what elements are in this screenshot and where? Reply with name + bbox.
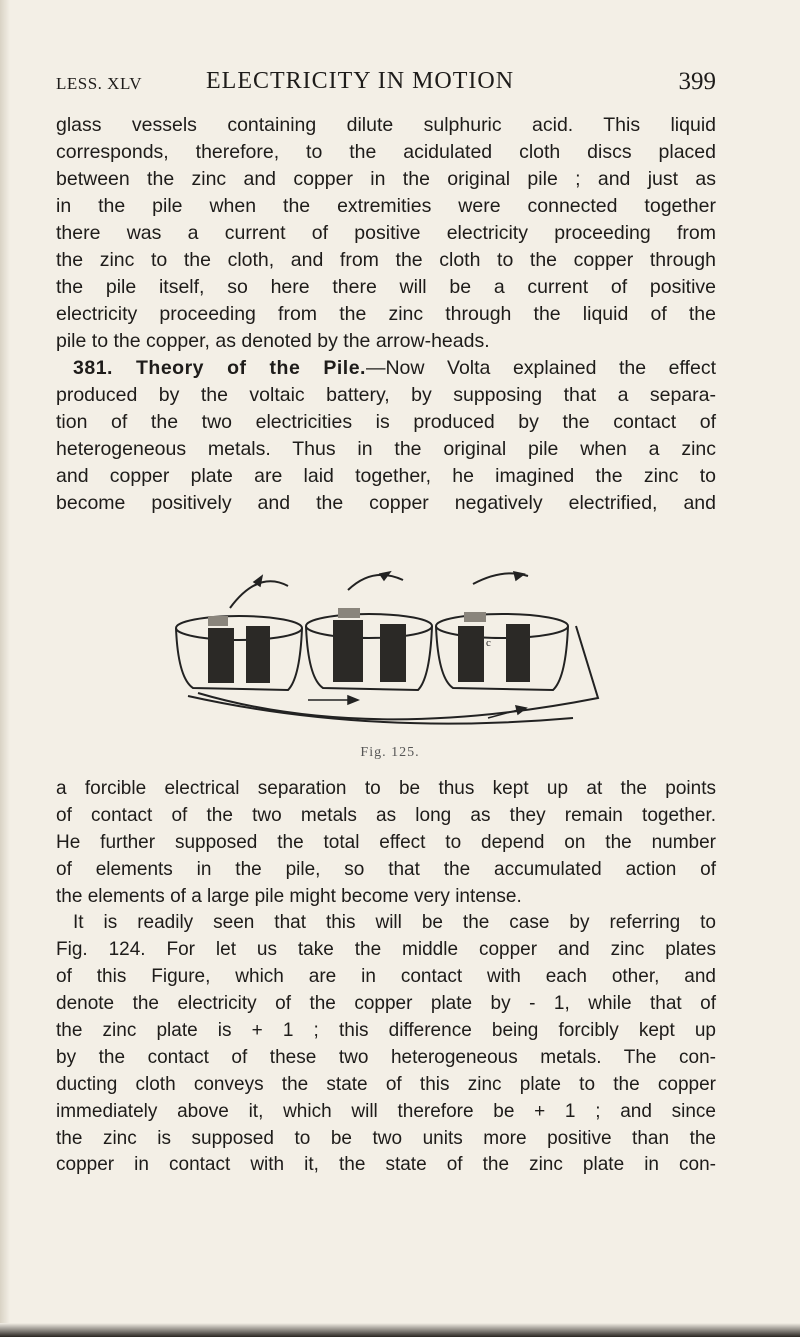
text-line: of elements in the pile, so that the accumulated action of <box>56 858 716 880</box>
zinc-plate-2 <box>333 620 363 682</box>
text-block-upper <box>56 112 716 517</box>
text-line: He further supposed the total effect to depend on the number <box>56 831 716 853</box>
text-line: the zinc plate is + 1 ; this difference being forcibly kept up <box>56 1020 716 1042</box>
page-number: 399 <box>678 68 716 95</box>
glass-vessel-2 <box>306 626 432 690</box>
text-line: ducting cloth conveys the state of this zinc plate to the copper <box>56 1073 716 1095</box>
text-line: denote the electricity of the copper plate by - 1, while that of <box>56 993 716 1015</box>
wire-arc-middle <box>348 575 403 590</box>
text-line: between the zinc and copper in the original pile ; and just as <box>56 168 716 190</box>
text-line: by the contact of these two heterogeneous metals. The con- <box>56 1046 716 1068</box>
running-header <box>56 68 716 98</box>
section-381-heading-line <box>56 355 716 382</box>
text-line: electricity proceeding from the zinc through the liquid of the <box>56 303 716 325</box>
voltaic-cells-figure <box>168 568 618 738</box>
copper-plate-3 <box>506 624 530 682</box>
text-line: in the pile when the extremities were connected together <box>56 195 716 217</box>
section-heading: 381. Theory of the Pile. <box>73 357 366 379</box>
page-bottom-edge <box>0 1323 800 1337</box>
zinc-plate-3 <box>458 626 484 682</box>
glass-vessel-3 <box>436 626 568 690</box>
section-heading-text: —Now Volta explained the effect <box>365 357 716 379</box>
zinc-plate-1 <box>208 628 234 683</box>
page-edge <box>0 0 10 1337</box>
cell-label: c <box>486 637 491 649</box>
text-line: tion of the two electricities is produced by the contact of <box>56 411 716 433</box>
text-line: corresponds, therefore, to the acidulated cloth discs placed <box>56 141 716 163</box>
text-line: of contact of the two metals as long as they remain together. <box>56 804 716 826</box>
section-label: LESS. XLV <box>56 74 143 93</box>
copper-plate-2 <box>380 624 406 682</box>
text-line: the pile itself, so here there will be a current of positive <box>56 276 716 298</box>
text-line: there was a current of positive electricity proceeding from <box>56 222 716 244</box>
text-line: the zinc is supposed to be two units more positive than the <box>56 1127 716 1149</box>
copper-plate-1 <box>246 626 270 683</box>
text-line: produced by the voltaic battery, by supposing that a separa- <box>56 384 716 406</box>
text-line: a forcible electrical separation to be thus kept up at the points <box>56 778 716 799</box>
text-line: Fig. 124. For let us take the middle copper and zinc plates <box>56 939 716 961</box>
figure-caption: Fig. 125. <box>360 745 420 760</box>
arrowhead-top-right <box>514 572 524 580</box>
text-line: pile to the copper, as denoted by the arrow-heads. <box>56 330 490 352</box>
text-line: glass vessels containing dilute sulphuric acid. This liquid <box>56 114 716 136</box>
text-line: the zinc to the cloth, and from the cloth to the copper through <box>56 249 716 271</box>
text-line: heterogeneous metals. Thus in the original pile when a zinc <box>56 438 716 460</box>
text-line: immediately above it, which will therefore be + 1 ; and since <box>56 1100 716 1122</box>
arrowhead-left <box>348 696 358 704</box>
arrowhead-right <box>516 706 526 714</box>
text-line: become positively and the copper negatively electrified, and <box>56 492 716 514</box>
text-line: of this Figure, which are in contact with each other, and <box>56 966 716 988</box>
text-block-lower <box>56 776 716 1179</box>
page-title: ELECTRICITY IN MOTION <box>206 68 515 94</box>
text-line: the elements of a large pile might become very intense. <box>56 885 522 907</box>
text-line: It is readily seen that this will be the case by referring to <box>73 912 716 934</box>
text-line: and copper plate are laid together, he imagined the zinc to <box>56 465 716 487</box>
text-line: copper in contact with it, the state of the zinc plate in con- <box>56 1154 716 1176</box>
